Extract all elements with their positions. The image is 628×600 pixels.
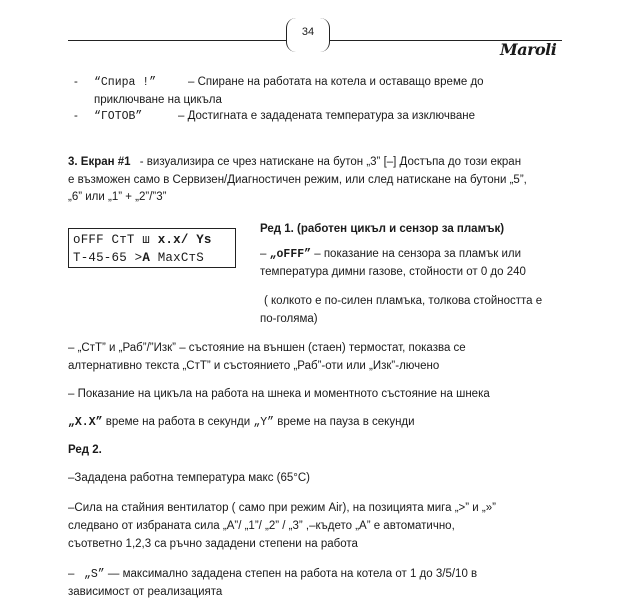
section-line-3: „6” или „1” + „2”/”3” — [68, 191, 167, 203]
fan-line-1: –Сила на стайния вентилатор ( само при режим Air), на позицията мига „>” и „»” — [68, 502, 496, 514]
timing-line: „X.X” време на работа в секунди „Y” време на пауза в секунди — [68, 416, 415, 429]
bullet-code-ready: “ГОТОВ” — [94, 110, 143, 123]
lcd-row-1: oFFF СтТ ш x.x/ Ys — [73, 233, 212, 247]
thermostat-line-1: – „СтТ” и „Раб”/”Изк” – състояние на външен (стаен) термостат, показва се — [68, 342, 466, 354]
row1-note-2: по-голяма) — [260, 313, 318, 325]
lcd-display — [68, 228, 236, 268]
bullet-code-stop: “Спира !” — [94, 76, 157, 89]
section-line-2: е възможен само в Сервизен/Диагностичен режим, или след натискане на бутони „5”, — [68, 174, 527, 186]
row1-desc-2: температура димни газове, стойности от 0 до 240 — [260, 266, 526, 278]
bullet-text-stop: – Спиране на работата на котела и оставащо време до — [188, 76, 484, 88]
auger-line: – Показание на цикъла на работа на шнека и моментното състояние на шнека — [68, 388, 490, 400]
fan-line-2: следвано от избраната сила „A”/ „1”/ „2” / „3” ,–където „A” е автоматично, — [68, 520, 455, 532]
row1-note: ( колкото е по-силен пламъка, толкова стойността е — [264, 295, 543, 307]
fan-line-3: съответно 1,2,3 са ръчно зададени степени на работа — [68, 538, 358, 550]
thermostat-line-2: алтернативно текста „СтТ” и състоянието „Раб”-оти или „Изк”-лючено — [68, 360, 440, 372]
row2-title: Ред 2. — [68, 444, 102, 456]
set-temperature-line: –Зададена работна температура макс (65°C) — [68, 472, 310, 484]
max-level-line-2: зависимост от реализацията — [68, 586, 223, 598]
bullet-dash: - — [74, 110, 78, 122]
brand-logo: Maroli — [500, 40, 557, 59]
section-heading-rest: - визуализира се чрез натискане на бутон „3” [–] Достъпа до този екран — [139, 156, 522, 168]
section-heading-title: 3. Екран #1 — [68, 156, 131, 168]
row1-title: Ред 1. (работен цикъл и сензор за пламък) — [260, 223, 505, 235]
row1-desc: – „oFFF” – показание на сензора за пламък или — [260, 248, 522, 261]
max-level-line: – „S” — максимално зададена степен на работа на котела от 1 до 3/5/10 в — [68, 568, 478, 581]
page-number: 34 — [286, 18, 330, 52]
bullet-dash: - — [74, 76, 78, 88]
bullet-text-stop-cont: приключване на цикъла — [94, 94, 222, 106]
lcd-row-2: T-45-65 >A MaxCтS — [73, 251, 204, 265]
bullet-text-ready: – Достигната е зададената температура за изключване — [178, 110, 475, 122]
section-heading — [68, 156, 521, 168]
